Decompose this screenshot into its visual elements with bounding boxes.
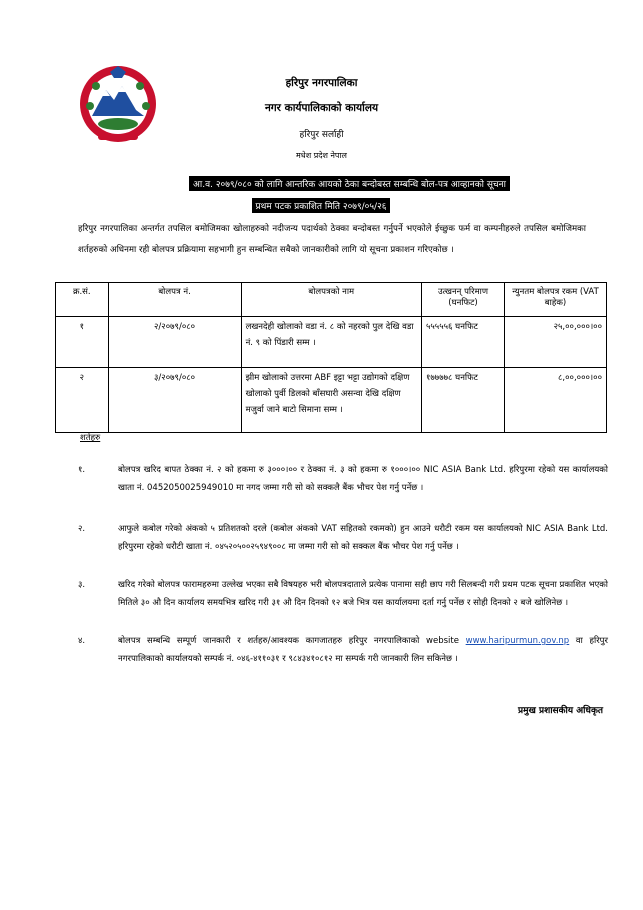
notice-title-banner bbox=[155, 172, 544, 191]
term-item bbox=[78, 632, 608, 692]
notice-title: आ.व. २०७९/०८० को लागि आन्तरिक आयको ठेका बन्दोबस्त सम्बन्धि बोल-पत्र आव्हानको सूचना bbox=[189, 176, 510, 191]
term-text: आफुले कबोल गरेको अंकको ५ प्रतिशतको दरले (कबोल अंकको VAT सहितको रकमको) हुन आउने धरौटी रकम यस कार्यालयको NIC ASIA Bank Ltd. हरिपुरमा रहेको धरौटी खाता नं. ०४५२०५००२५९४९००८ मा जम्मा गरी सो को सक्कल बैंक भौचर पेश गर्नु पर्नेछ । bbox=[118, 524, 608, 552]
cell-min-amount: २५,००,०००।०० bbox=[505, 317, 607, 368]
col-quantity: उत्खनन् परिमाण (घनफिट) bbox=[421, 283, 504, 317]
term-number: १. bbox=[78, 465, 86, 475]
table-row bbox=[56, 317, 607, 368]
intro-paragraph: हरिपुर नगरपालिका अन्तर्गत तपसिल बमोजिमका खोलाहरुको नदीजन्य पदार्थको ठेक्का बन्दोबस्त गर्नुपर्ने भएकोले ईच्छुक फर्म वा कम्पनीहरुले तपसिल बमोजिमका शर्तहरुको अधिनमा रही बोलपत्र प्रक्रियामा सहभागी हुन सम्बन्धित सबैको जानकारीको लागि यो सूचना प्रकाशन गरिएकोछ । bbox=[78, 224, 586, 255]
term-text-before: बोलपत्र सम्बन्धि सम्पूर्ण जानकारी र शर्तहरु/आवश्यक कागजातहरु हरिपुर नगरपालिकाको website bbox=[118, 636, 466, 646]
cell-min-amount: ८,००,०००।०० bbox=[505, 368, 607, 433]
signer-title: प्रमुख प्रशासकीय अधिकृत bbox=[517, 706, 603, 716]
col-bid-name: बोलपत्रको नाम bbox=[241, 283, 421, 317]
publish-date: प्रथम पटक प्रकाशित मिति २०७९/०५/२६ bbox=[252, 198, 391, 213]
term-text-after: वा हरिपुर नगरपालिकाको कार्यालयको सम्पर्क नं. ०४६-४११०३१ र ९८४३४१०८१२ मा सम्पर्क गरी जानकारी लिन सकिनेछ । bbox=[118, 636, 608, 664]
term-item bbox=[78, 520, 608, 580]
table-header-row bbox=[56, 283, 607, 317]
term-text: खरिद गरेको बोलपत्र फारामहरुमा उल्लेख भएका सबै विषयहरु भरी बोलपत्रदाताले प्रत्येक पानामा सही छाप गरी सिलबन्दी गरी प्रथम पटक सूचना प्रकाशित भएको मितिले ३० औ दिन कार्यालय समयभित्र खरिद गरी ३१ औ दिन दिनको १२ बजे भित्र यस कार्यालयमा दर्ता गर्नु पर्नेछ र सोही दिनको २ बजे खोलिनेछ । bbox=[118, 580, 608, 608]
cell-bid-number: २/२०७९/०८० bbox=[108, 317, 241, 368]
col-bid-number: बोलपत्र नं. bbox=[108, 283, 241, 317]
col-min-amount: न्युनतम बोलपत्र रकम (VAT बाहेक) bbox=[505, 283, 607, 317]
table-row bbox=[56, 368, 607, 433]
cell-bid-name: झीम खोलाको उत्तरमा ABF इट्टा भट्टा उद्योगको दक्षिण खोलाको पुर्वी डिलको बाँसघारी असन्वा देखि दक्षिण मजुर्वा जाने बाटो सिमाना सम्म । bbox=[241, 368, 421, 433]
col-serial: क्र.सं. bbox=[56, 283, 109, 317]
term-number: ४. bbox=[78, 636, 86, 646]
term-text bbox=[118, 632, 608, 668]
bid-table bbox=[55, 282, 607, 433]
publish-date-banner bbox=[214, 194, 428, 213]
term-item bbox=[78, 461, 608, 521]
office-name: नगर कार्यपालिकाको कार्यालय bbox=[264, 102, 379, 114]
website-link[interactable]: www.haripurmun.gov.np bbox=[465, 636, 570, 646]
city-name: हरिपुर सर्लाही bbox=[299, 130, 344, 140]
municipality-name: हरिपुर नगरपालिका bbox=[285, 77, 358, 89]
cell-bid-name: लखनदेही खोलाको वडा नं. ८ को नहरको पुल देखि वडा नं. ९ को पिंडारी सम्म । bbox=[241, 317, 421, 368]
term-number: २. bbox=[78, 524, 86, 534]
cell-serial: २ bbox=[56, 368, 109, 433]
cell-bid-number: ३/२०७९/०८० bbox=[108, 368, 241, 433]
term-text: बोलपत्र खरिद बापत ठेक्का नं. २ को हकमा रु ३०००।०० र ठेक्का नं. ३ को हकमा रु १०००।०० NIC ASIA Bank Ltd. हरिपुरमा रहेको यस कार्यालयको खाता नं. 0452050025949010 मा नगद जम्मा गरी सो को सक्कलै बैंक भौचर पेश गर्नु पर्नेछ । bbox=[118, 465, 608, 493]
term-number: ३. bbox=[78, 580, 86, 590]
terms-heading: शर्तहरु bbox=[80, 433, 101, 443]
cell-quantity: ५५५५५६ घनफिट bbox=[421, 317, 504, 368]
term-item bbox=[78, 576, 608, 636]
cell-quantity: १७७७७८ घनफिट bbox=[421, 368, 504, 433]
province-name: मधेश प्रदेश नेपाल bbox=[296, 151, 347, 160]
cell-serial: १ bbox=[56, 317, 109, 368]
